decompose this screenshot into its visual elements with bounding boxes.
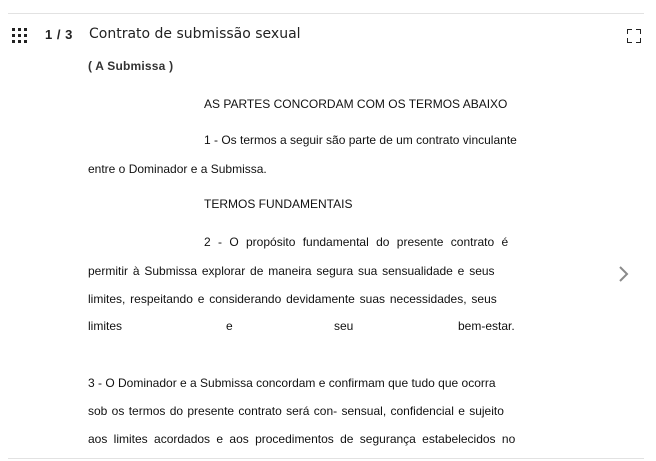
fullscreen-button[interactable] [627,29,641,43]
next-page-button[interactable] [612,263,634,285]
clause-3-line-2: sob os termos do presente contrato será con- sensual, confidencial e sujeito [88,404,504,418]
clause-2-line-3: limites, respeitando e considerando devidamente suas necessidades, seus [88,292,497,306]
page-counter: 1 / 3 [45,27,73,42]
bottom-divider [8,458,644,459]
clause-3-line-1: 3 - O Dominador e a Submissa concordam e confirmam que tudo que ocorra [88,376,496,390]
chevron-right-icon [612,263,634,285]
clause-2-line-2: permitir à Submissa explorar de maneira segura sua sensualidade e seus [88,264,495,278]
document-title: Contrato de submissão sexual [89,26,301,42]
clause-2-line-4-word-3: seu [334,319,354,333]
clause-2-line-4-word-2: e [226,319,233,333]
thumbnail-grid-button[interactable] [12,28,27,43]
grid-icon [12,28,27,43]
heading-fundamentals: TERMOS FUNDAMENTAIS [204,197,353,211]
heading-terms: AS PARTES CONCORDAM COM OS TERMOS ABAIXO [204,97,508,111]
clause-1-line-2: entre o Dominador e a Submissa. [88,162,267,176]
clause-3-line-3: aos limites acordados e aos procedimentos de segurança estabelecidos no [88,432,516,446]
viewer-toolbar [0,22,656,50]
clause-2-line-1: 2 - O propósito fundamental do presente contrato é [204,235,509,249]
clause-1-line-1: 1 - Os termos a seguir são parte de um contrato vinculante [204,133,517,147]
clipped-text-line: ( A Submissa ) [88,59,174,73]
top-divider [8,13,644,14]
clause-2-line-4-word-1: limites [88,319,123,333]
document-page [40,56,560,456]
clause-2-line-4-word-4: bem-estar. [458,319,515,333]
fullscreen-icon [627,29,641,43]
